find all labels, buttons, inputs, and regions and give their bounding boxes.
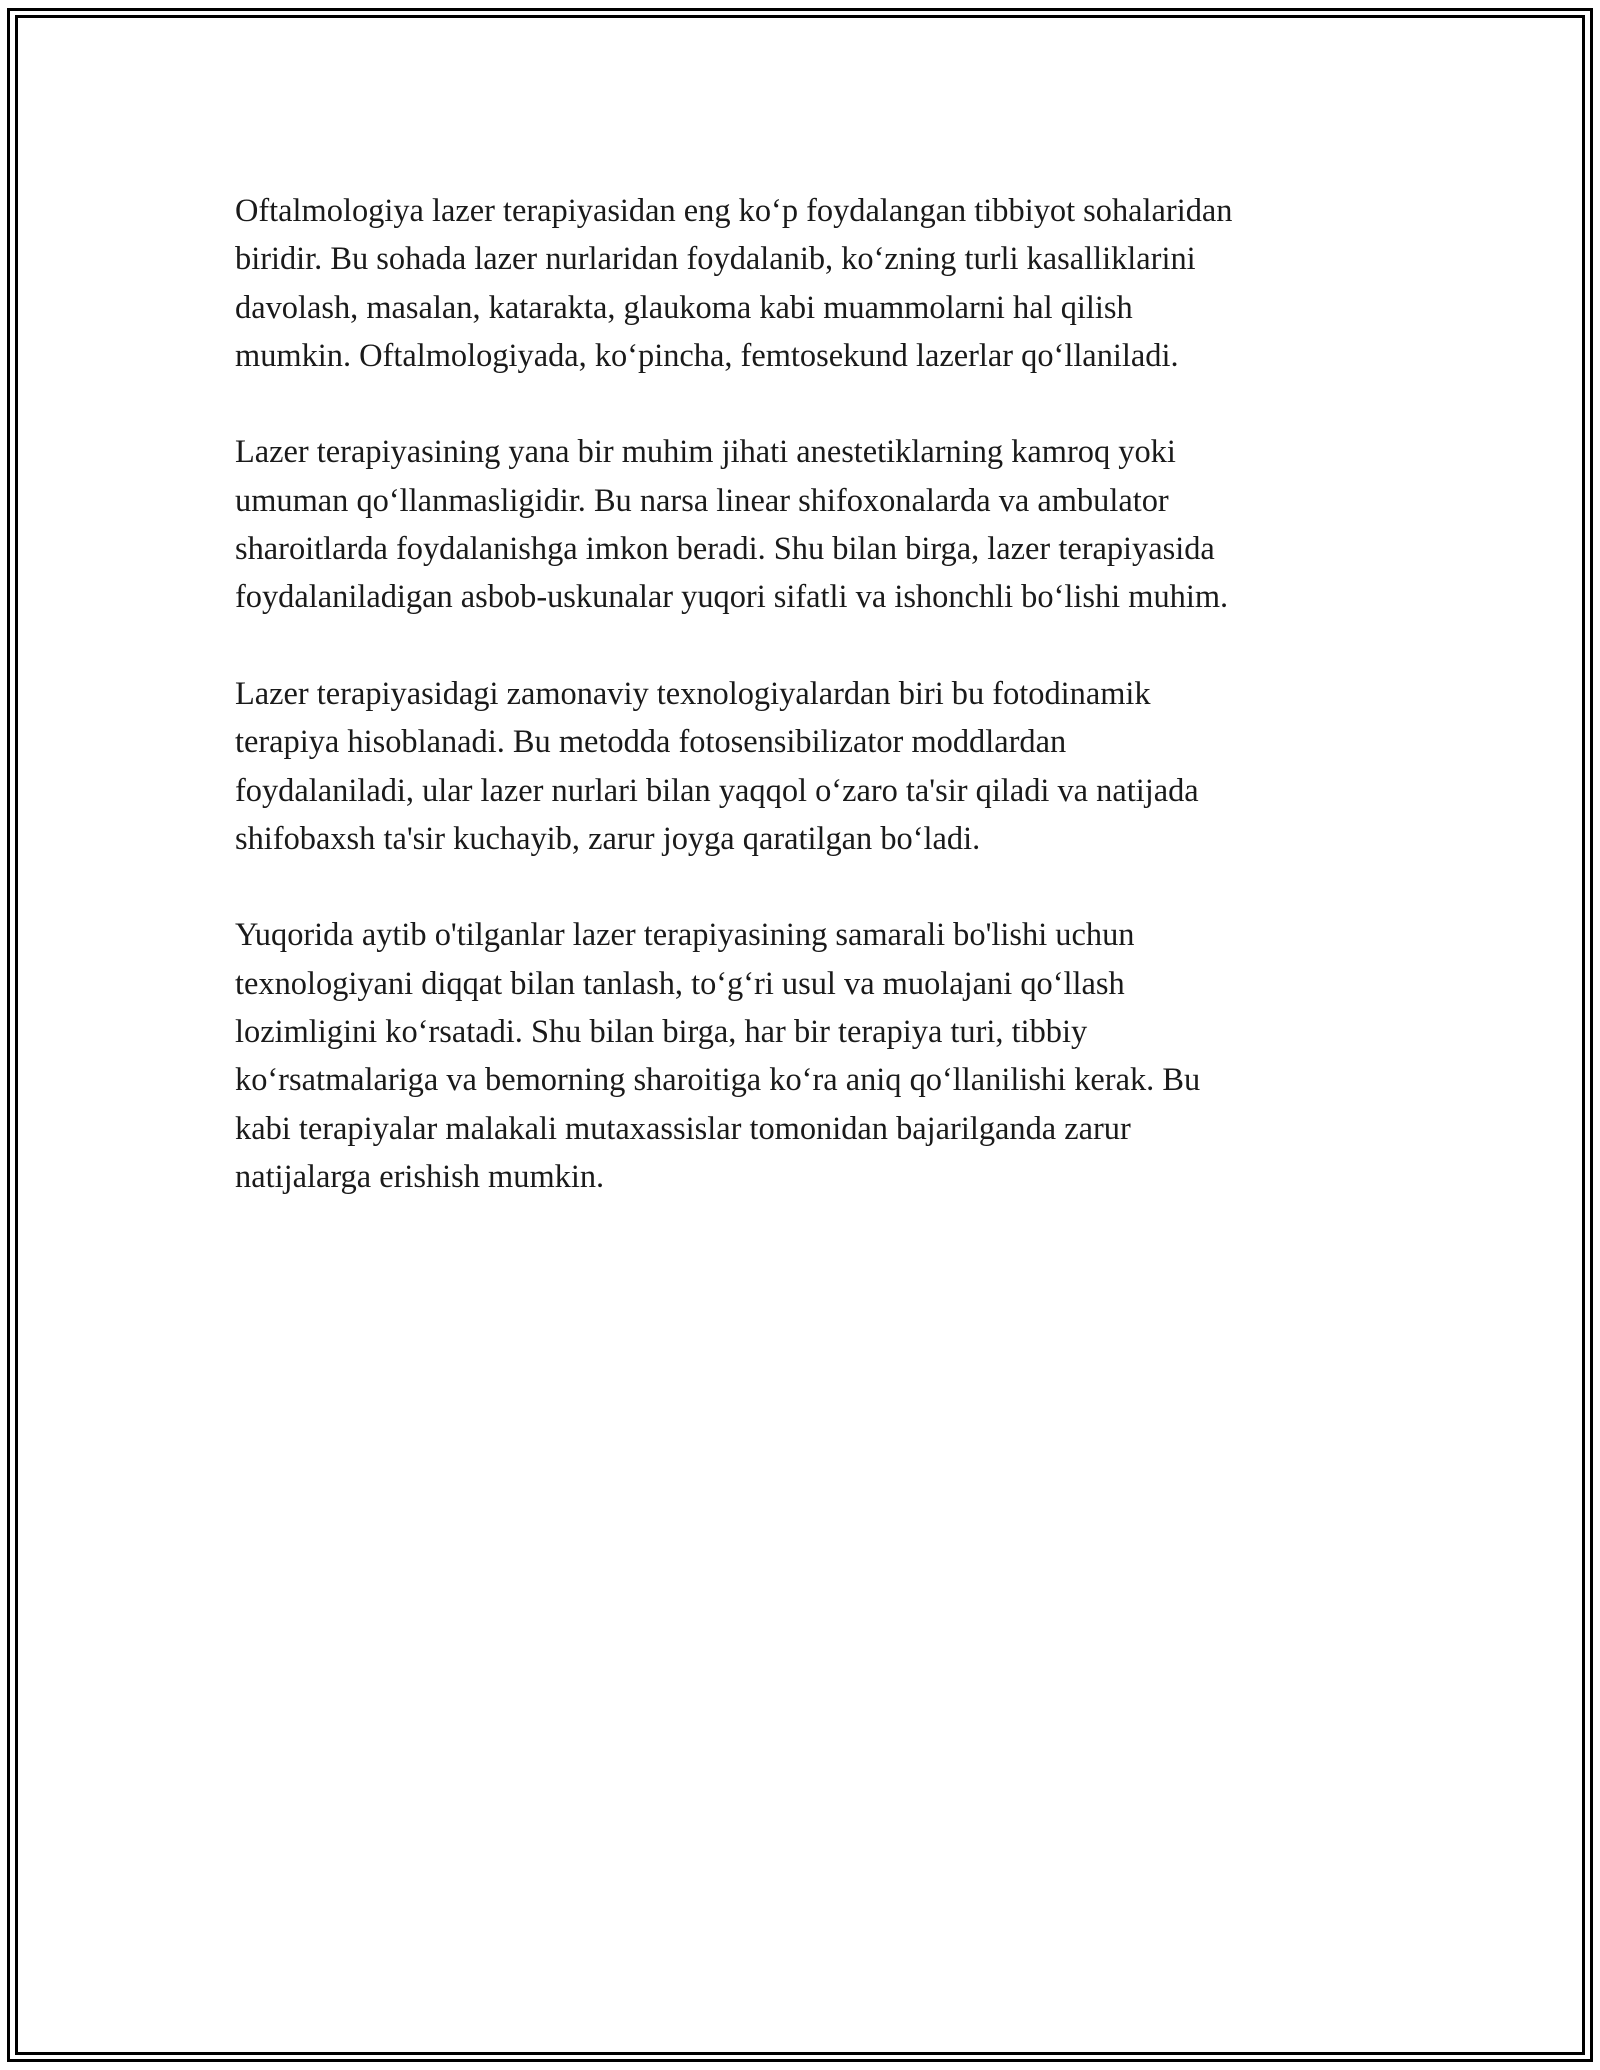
paragraph-2: Lazer terapiyasining yana bir muhim jihati anestetiklarning kamroq yoki umuman qoʻllanmasligidir. Bu narsa linear shifoxonalarda va ambulator sharoitlarda foydalanishga imkon beradi. Shu bilan birga, lazer terapiyasida foydalaniladigan asbob-uskunalar yuqori sifatli va ishonchli boʻlishi muhim. xyxy=(235,434,1229,616)
paragraph-4: Yuqorida aytib o'tilganlar lazer terapiyasining samarali bo'lishi uchun texnologiyani diqqat bilan tanlash, toʻgʻri usul va muolajani qoʻllash lozimligini koʻrsatadi. Shu bilan birga, har bir terapiya turi, tibbiy koʻrsatmalariga va bemorning sharoitiga koʻra aniq qoʻllanilishi kerak. Bu kabi terapiyalar malakali mutaxassislar tomonidan bajarilganda zarur natijalarga erishish mumkin. xyxy=(235,917,1201,1195)
document-body xyxy=(235,187,1375,1250)
paragraph-1: Oftalmologiya lazer terapiyasidan eng koʻp foydalangan tibbiyot sohalaridan biridir. Bu sohada lazer nurlaridan foydalanib, koʻzning turli kasalliklarini davolash, masalan, katarakta, glaukoma kabi muammolarni hal qilish mumkin. Oftalmologiyada, koʻpincha, femtosekund lazerlar qoʻllaniladi. xyxy=(235,193,1233,374)
paragraph-3: Lazer terapiyasidagi zamonaviy texnologiyalardan biri bu fotodinamik terapiya hisoblanadi. Bu metodda fotosensibilizator moddlardan foydalaniladi, ular lazer nurlari bilan yaqqol oʻzaro ta'sir qiladi va natijada shifobaxsh ta'sir kuchayib, zarur joyga qaratilgan boʻladi. xyxy=(235,675,1199,857)
